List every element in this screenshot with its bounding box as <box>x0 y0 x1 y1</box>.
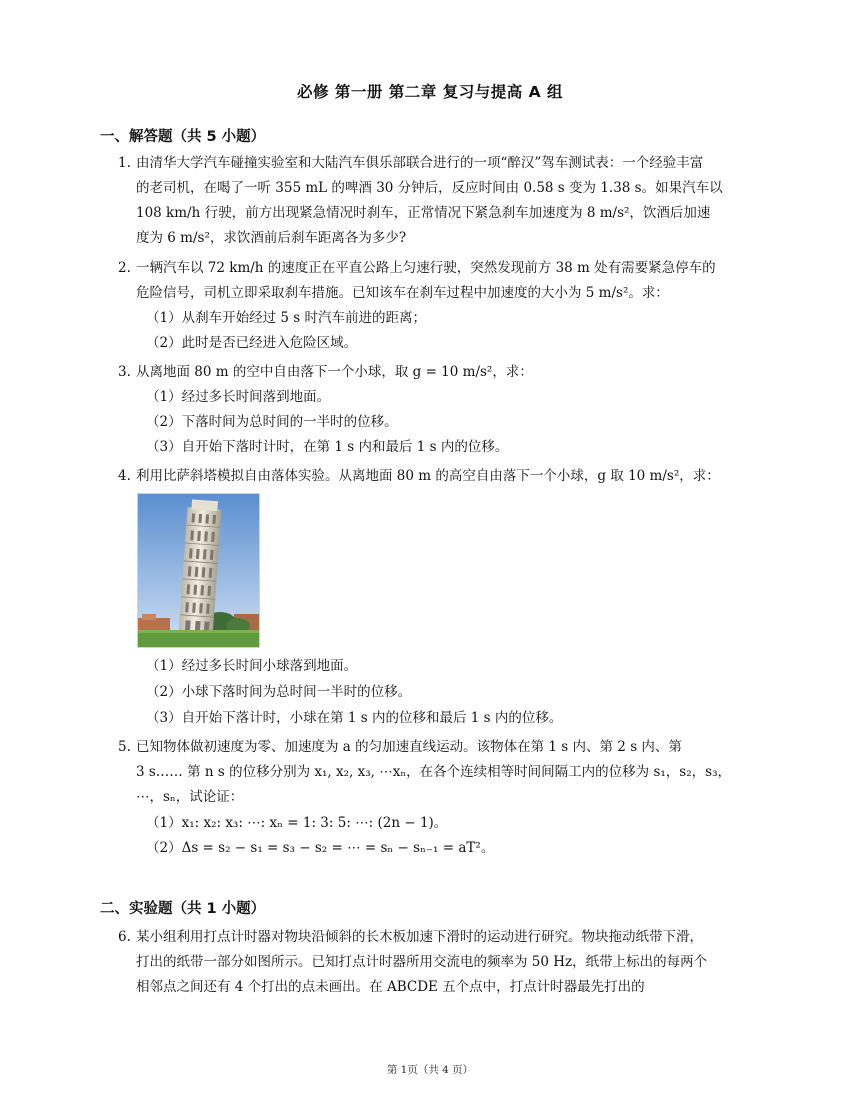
question-3 <box>118 360 768 385</box>
question-2 <box>118 256 768 306</box>
question-number: 1. <box>118 155 131 171</box>
section-heading-answer: 一、解答题（共 5 小题） <box>100 129 266 145</box>
question-number: 2. <box>118 260 131 276</box>
question-6 <box>118 925 768 1000</box>
sub-question: （2）Δs = s₂ − s₁ = s₃ − s₂ = ⋯ = sₙ − sₙ₋₁ = aT²。 <box>146 840 495 856</box>
question-text-line: 打出的纸带一部分如图所示。已知打点计时器所用交流电的频率为 50 Hz，纸带上标出的每两个 <box>136 954 708 970</box>
question-1 <box>118 151 768 251</box>
sub-question: （2）下落时间为总时间的一半时的位移。 <box>146 414 398 430</box>
question-text-line: 3 s…… 第 n s 的位移分别为 x₁, x₂, x₃, ⋯xₙ，在各个连续相等时间间隔工内的位移为 s₁，s₂，s₃， <box>136 764 731 780</box>
question-text-line: 危险信号，司机立即采取刹车措施。已知该车在刹车过程中加速度的大小为 5 m/s²。求： <box>136 285 669 301</box>
sub-question: （3）自开始下落时计时，在第 1 s 内和最后 1 s 内的位移。 <box>146 439 509 455</box>
question-text-line: 从离地面 80 m 的空中自由落下一个小球，取 g = 10 m/s²，求： <box>136 364 533 380</box>
sub-question: （3）自开始下落计时，小球在第 1 s 内的位移和最后 1 s 内的位移。 <box>146 710 563 726</box>
question-number: 4. <box>118 468 131 484</box>
question-5 <box>118 735 768 810</box>
question-text-line: 已知物体做初速度为零、加速度为 a 的匀加速直线运动。该物体在第 1 s 内、第 2 s 内、第 <box>136 739 682 755</box>
sub-question: （1）x₁: x₂: x₃: ⋯: xₙ = 1: 3: 5: ⋯: (2n − 1)。 <box>146 815 448 831</box>
sub-question: （1）经过多长时间小球落到地面。 <box>146 658 358 674</box>
question-text-line: ⋯，sₙ，试论证： <box>136 789 244 805</box>
question-text-line: 某小组利用打点计时器对物块沿倾斜的长木板加速下滑时的运动进行研究。物块拖动纸带下滑， <box>136 929 703 945</box>
question-number: 6. <box>118 929 131 945</box>
sub-question: （2）小球下落时间为总时间一半时的位移。 <box>146 684 412 700</box>
page-footer: 第 1页（共 4 页） <box>386 1064 474 1076</box>
page-title: 必修 第一册 第二章 复习与提高 A 组 <box>297 83 563 101</box>
question-text-line: 度为 6 m/s²，求饮酒前后刹车距离各为多少? <box>136 230 407 246</box>
sub-question: （1）从刹车开始经过 5 s 时汽车前进的距离； <box>146 310 426 326</box>
question-text-line: 由清华大学汽车碰撞实验室和大陆汽车俱乐部联合进行的一项“醉汉”驾车测试表：一个经验丰富 <box>136 155 704 171</box>
question-text-line: 的老司机，在喝了一听 355 mL 的啤酒 30 分钟后，反应时间由 0.58 s 变为 1.38 s。如果汽车以 <box>136 180 723 196</box>
question-number: 3. <box>118 364 131 380</box>
section-heading-experiment: 二、实验题（共 1 小题） <box>100 901 266 917</box>
question-text-line: 相邻点之间还有 4 个打出的点未画出。在 ABCDE 五个点中，打点计时器最先打出的 <box>136 979 645 995</box>
leaning-tower-of-pisa-image <box>137 493 260 648</box>
sub-question: （2）此时是否已经进入危险区域。 <box>146 335 358 351</box>
question-text-line: 利用比萨斜塔模拟自由落体实验。从离地面 80 m 的高空自由落下一个小球，g 取 10 m/s²，求： <box>136 468 720 484</box>
question-text-line: 108 km/h 行驶，前方出现紧急情况时刹车，正常情况下紧急刹车加速度为 8 m/s²，饮酒后加速 <box>136 205 711 221</box>
question-number: 5. <box>118 739 131 755</box>
sub-question: （1）经过多长时间落到地面。 <box>146 389 331 405</box>
question-text-line: 一辆汽车以 72 km/h 的速度正在平直公路上匀速行驶，突然发现前方 38 m 处有需要紧急停车的 <box>136 260 716 276</box>
question-4 <box>118 464 768 489</box>
